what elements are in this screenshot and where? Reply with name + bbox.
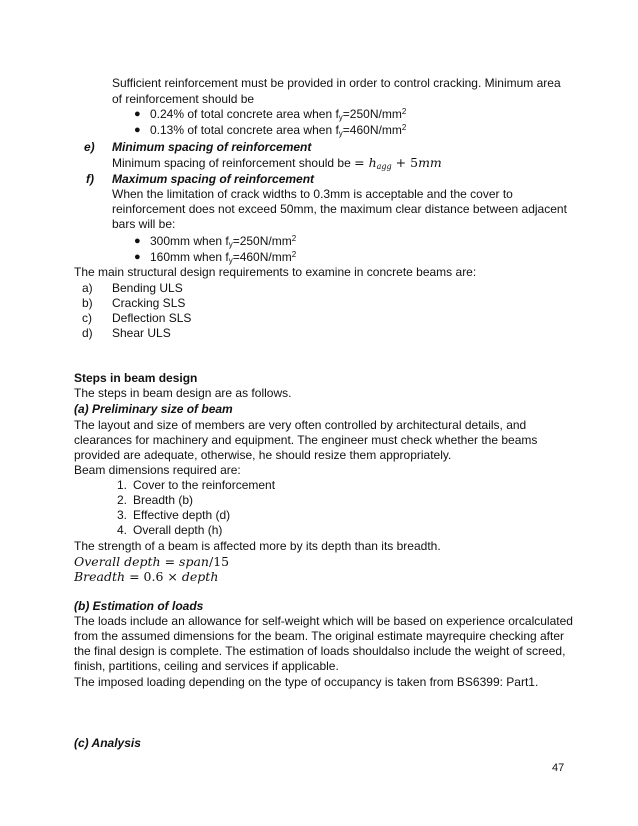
bullet-icon: ● [134, 235, 141, 247]
page-number: 47 [552, 762, 565, 774]
section-e-text: Minimum spacing of reinforcement should be = $h_{agg} + 5mm$ [112, 155, 442, 171]
cracking-intro-line1: Sufficient reinforcement must be provided in order to control cracking. Minimum area [112, 76, 561, 90]
dimension-marker-3: 3. [117, 508, 128, 522]
requirement-marker-d: d) [82, 326, 93, 340]
section-f-line2: reinforcement does not exceed 50mm, the maximum clear distance between adjacent [112, 202, 567, 216]
min-spacing-formula: = $h_{agg} + 5mm$ [354, 155, 442, 171]
dimension-marker-4: 4. [117, 523, 128, 537]
overall-depth-equation: Overall depth = span/15 [74, 554, 230, 569]
steps-intro: The steps in beam design are as follows. [74, 386, 292, 400]
loads-line2: from the assumed dimensions for the beam. The original estimate mayrequire checking after [74, 629, 565, 643]
breadth-equation: Breadth = 0.6 × depth [74, 569, 219, 584]
analysis-heading: (c) Analysis [74, 736, 141, 750]
steps-heading: Steps in beam design [74, 371, 198, 385]
section-f-marker: f) [86, 172, 94, 186]
requirement-marker-b: b) [82, 296, 93, 310]
section-e-marker: e) [84, 140, 95, 154]
dimension-marker-2: 2. [117, 493, 128, 507]
dimension-item-4: Overall depth (h) [133, 523, 223, 537]
section-f-line1: When the limitation of crack widths to 0.3mm is acceptable and the cover to [112, 187, 513, 201]
cracking-bullet-1: 0.24% of total concrete area when $f_y=250N/mm^2$ [150, 107, 407, 122]
loads-line3: the final design is complete. The estimation of loads shouldalso include the weight of screed, [74, 644, 566, 658]
preliminary-para-line2: clearances for machinery and equipment. The engineer must check whether the beams [74, 433, 538, 447]
dimension-item-3: Effective depth (d) [133, 508, 231, 522]
bullet-icon: ● [134, 124, 141, 136]
requirement-marker-c: c) [82, 311, 92, 325]
cracking-intro-line2: of reinforcement should be [112, 92, 255, 106]
requirement-item-c: Deflection SLS [112, 311, 192, 325]
cracking-bullet-2: 0.13% of total concrete area when $f_y=460N/mm^2$ [150, 123, 407, 138]
dimension-item-1: Cover to the reinforcement [133, 478, 276, 492]
strength-line: The strength of a beam is affected more by its depth than its breadth. [74, 539, 441, 553]
preliminary-para-line1: The layout and size of members are very often controlled by architectural details, and [74, 418, 527, 432]
dimension-item-2: Breadth (b) [133, 493, 194, 507]
loads-line1: The loads include an allowance for self-weight which will be based on experience orcalculated [74, 614, 573, 628]
preliminary-para-line3: provided are adequate, otherwise, he should resize them appropriately. [74, 448, 452, 462]
requirement-marker-a: a) [82, 281, 93, 295]
beam-dimensions-intro: Beam dimensions required are: [74, 463, 241, 477]
section-f-heading: Maximum spacing of reinforcement [112, 172, 315, 186]
section-f-line3: bars will be: [112, 217, 176, 231]
requirement-item-a: Bending ULS [112, 281, 183, 295]
requirements-intro: The main structural design requirements to examine in concrete beams are: [74, 265, 477, 279]
spacing-bullet-2: 160mm when $f_y=460N/mm^2$ [150, 250, 297, 265]
section-e-heading: Minimum spacing of reinforcement [112, 140, 312, 154]
loads-line4: finish, partitions, ceiling and services if applicable. [74, 659, 339, 673]
dimension-marker-1: 1. [117, 478, 128, 492]
bullet-icon: ● [134, 108, 141, 120]
loads-heading: (b) Estimation of loads [74, 599, 204, 613]
requirement-item-b: Cracking SLS [112, 296, 186, 310]
preliminary-size-heading: (a) Preliminary size of beam [74, 402, 233, 416]
requirement-item-d: Shear ULS [112, 326, 171, 340]
bullet-icon: ● [134, 251, 141, 263]
spacing-bullet-1: 300mm when $f_y=250N/mm^2$ [150, 234, 297, 249]
loads-line5: The imposed loading depending on the type of occupancy is taken from BS6399: Part1. [74, 675, 539, 689]
